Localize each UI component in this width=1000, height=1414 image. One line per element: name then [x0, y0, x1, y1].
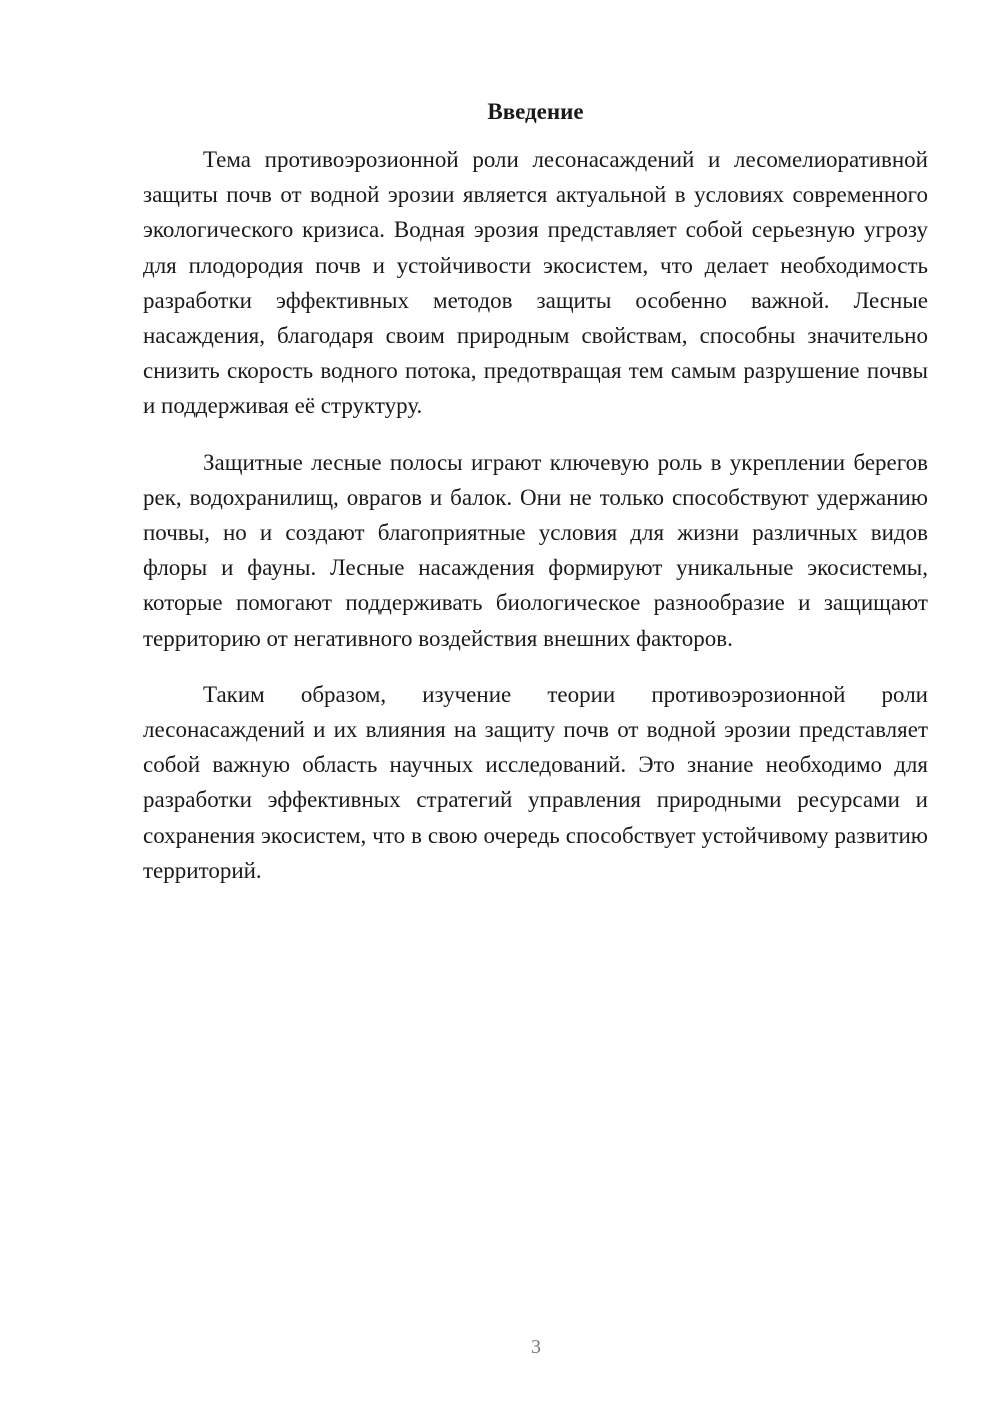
page-number: 3	[531, 1336, 541, 1358]
paragraph-3: Таким образом, изучение теории противоэрозионной роли лесонасаждений и их влияния на защиту почв от водной эрозии представляет собой важную область научных исследований. Это знание необходимо для разработки эффективных стратегий управления природными ресурсами и сохранения экосистем, что в свою очередь способствует устойчивому развитию территорий.	[143, 681, 928, 883]
document-body	[143, 142, 928, 888]
paragraph-1: Тема противоэрозионной роли лесонасаждений и лесомелиоративной защиты почв от водной эрозии является актуальной в условиях современного экологического кризиса. Водная эрозия представляет собой серьезную угрозу для плодородия почв и устойчивости экосистем, что делает необходимость разработки эффективных методов защиты особенно важной. Лесные насаждения, благодаря своим природным свойствам, способны значительно снизить скорость водного потока, предотвращая тем самым разрушение почвы и поддерживая её структуру.	[143, 147, 928, 419]
paragraph-2: Защитные лесные полосы играют ключевую роль в укреплении берегов рек, водохранилищ, оврагов и балок. Они не только способствуют удержанию почвы, но и создают благоприятные условия для жизни различных видов флоры и фауны. Лесные насаждения формируют уникальные экосистемы, которые помогают поддерживать биологическое разнообразие и защищают территорию от негативного воздействия внешних факторов.	[143, 449, 928, 651]
page-title: Введение	[487, 99, 584, 124]
